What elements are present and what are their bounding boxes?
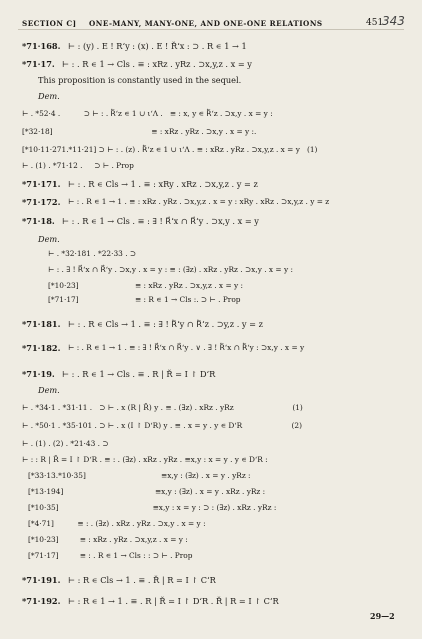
proposition-formula: ⊢ : . R ∊ Cls → 1 . ≡ : xRy . xRz . ⊃x,y,z . y = z xyxy=(68,179,258,189)
proposition-formula: ⊢ : . R ∊ 1 → 1 . ≡ : xRz . yRz . ⊃x,y,z . x = y : xRy . xRz . ⊃x,y,z . y = z xyxy=(68,197,330,206)
proposition-number: *71·17. xyxy=(22,59,55,69)
proof-line: [*32·18] ≡ : xRz . yRz . ⊃x,y . x = y :. xyxy=(22,127,257,136)
proof-line: ⊢ . *50·1 . *35·101 . ⊃ ⊢ . x (I ↾ D‘R) y . ≡ . x = y . y ∊ D‘R (2) xyxy=(22,421,302,430)
proof-line: [*71·17] ≡ : . R ∊ 1 → Cls : : ⊃ ⊢ . Prop xyxy=(28,551,193,560)
dem-label: Dem. xyxy=(38,385,60,395)
proposition-formula: ⊢ : (y) . E ! R‘y : (x) . E ! R̆‘x : ⊃ . R ∊ 1 → 1 xyxy=(68,41,247,51)
proposition-formula: ⊢ : R ∊ 1 → 1 . ≡ . R | R̆ = I ↾ D‘R . R̆ | R = I ↾ C‘R xyxy=(68,596,279,606)
proof-line: ⊢ . (1) . *71·12 . ⊃ ⊢ . Prop xyxy=(22,161,134,170)
proposition-formula: ⊢ : . R ∊ 1 → 1 . ≡ : ∃ ! R⃗‘x ∩ R⃗‘y . ∨ . ∃ ! R⃖‘x ∩ R⃖‘y : ⊃x,y . x = y xyxy=(68,343,305,352)
running-title: ONE-MANY, MANY-ONE, AND ONE-ONE RELATIONS xyxy=(89,19,323,28)
proposition-number: *71·192. xyxy=(22,596,61,606)
proposition-number: *71·172. xyxy=(22,197,61,207)
commentary-text: This proposition is constantly used in the sequel. xyxy=(38,75,242,85)
proposition-number: *71·18. xyxy=(22,216,55,226)
proposition-number: *71·182. xyxy=(22,343,61,353)
proposition-number: *71·171. xyxy=(22,179,61,189)
proof-line: ⊢ . *34·1 . *31·11 . ⊃ ⊢ . x (R | R̆) y . ≡ . (∃z) . xRz . yRz (1) xyxy=(22,403,303,412)
header-rule xyxy=(18,29,404,30)
signature-mark: 29—2 xyxy=(370,611,395,621)
proof-line: ⊢ . (1) . (2) . *21·43 . ⊃ xyxy=(22,439,109,448)
section-label: SECTION C] xyxy=(22,19,77,28)
proposition-formula: ⊢ : . R ∊ 1 → Cls . ≡ : ∃ ! R⃗‘x ∩ R⃗‘y . ⊃x,y . x = y xyxy=(62,216,259,226)
proposition-formula: ⊢ : . R ∊ Cls → 1 . ≡ : ∃ ! R⃖‘y ∩ R⃖‘z . ⊃y,z . y = z xyxy=(68,319,263,329)
proof-line: [*13·194] ≡x,y : (∃z) . x = y . xRz . yRz : xyxy=(28,487,266,496)
page-number: 451 xyxy=(366,18,384,28)
proof-line: ⊢ . *32·181 . *22·33 . ⊃ xyxy=(48,249,137,258)
dem-label: Dem. xyxy=(38,234,60,244)
proof-line: [*71·17] ≡ : R ∊ 1 → Cls :. ⊃ ⊢ . Prop xyxy=(48,295,241,304)
proposition-number: *71·19. xyxy=(22,369,55,379)
proof-line: [*10·23] ≡ : xRz . yRz . ⊃x,y,z . x = y : xyxy=(48,281,244,290)
proof-line: ⊢ : : R | R̆ = I ↾ D‘R . ≡ : . (∃z) . xRz . yRz . ≡x,y : x = y . y ∊ D‘R : xyxy=(22,455,268,464)
proof-line: [*4·71] ≡ : . (∃z) . xRz . yRz . ⊃x,y . x = y : xyxy=(28,519,206,528)
proof-line: [*10·35] ≡x,y : x = y : ⊃ : (∃z) . xRz . yRz : xyxy=(28,503,277,512)
proposition-formula: ⊢ : . R ∊ 1 → Cls . ≡ : xRz . yRz . ⊃x,y,z . x = y xyxy=(62,59,252,69)
proof-line: ⊢ : . ∃ ! R⃗‘x ∩ R⃗‘y . ⊃x,y . x = y : ≡ : (∃z) . xRz . yRz . ⊃x,y . x = y : xyxy=(48,265,293,274)
proof-line: [*33·13.*10·35] ≡x,y : (∃z) . x = y . yRz : xyxy=(28,471,251,480)
dem-label: Dem. xyxy=(38,91,60,101)
proof-line: [*10·23] ≡ : xRz . yRz . ⊃x,y,z . x = y : xyxy=(28,535,188,544)
proposition-number: *71·191. xyxy=(22,575,61,585)
proposition-formula: ⊢ : . R ∊ 1 → Cls . ≡ . R | R̆ = I ↾ D‘R xyxy=(62,369,216,379)
proposition-number: *71·181. xyxy=(22,319,61,329)
handwritten-page-number: 343 xyxy=(382,14,405,28)
proof-line: ⊢ . *52·4 . ⊃ ⊢ : . R⃖‘z ∊ 1 ∪ ι‘Λ . ≡ : x, y ∊ R⃖‘z . ⊃x,y . x = y : xyxy=(22,109,273,118)
proposition-formula: ⊢ : R ∊ Cls → 1 . ≡ . R̆ | R = I ↾ C‘R xyxy=(68,575,216,585)
proof-line: [*10·11·271.*11·21] ⊃ ⊢ : . (z) . R⃖‘z ∊ 1 ∪ ι‘Λ . ≡ : xRz . yRz . ⊃x,y,z . x = y (1) xyxy=(22,145,318,154)
proposition-number: *71·168. xyxy=(22,41,61,51)
